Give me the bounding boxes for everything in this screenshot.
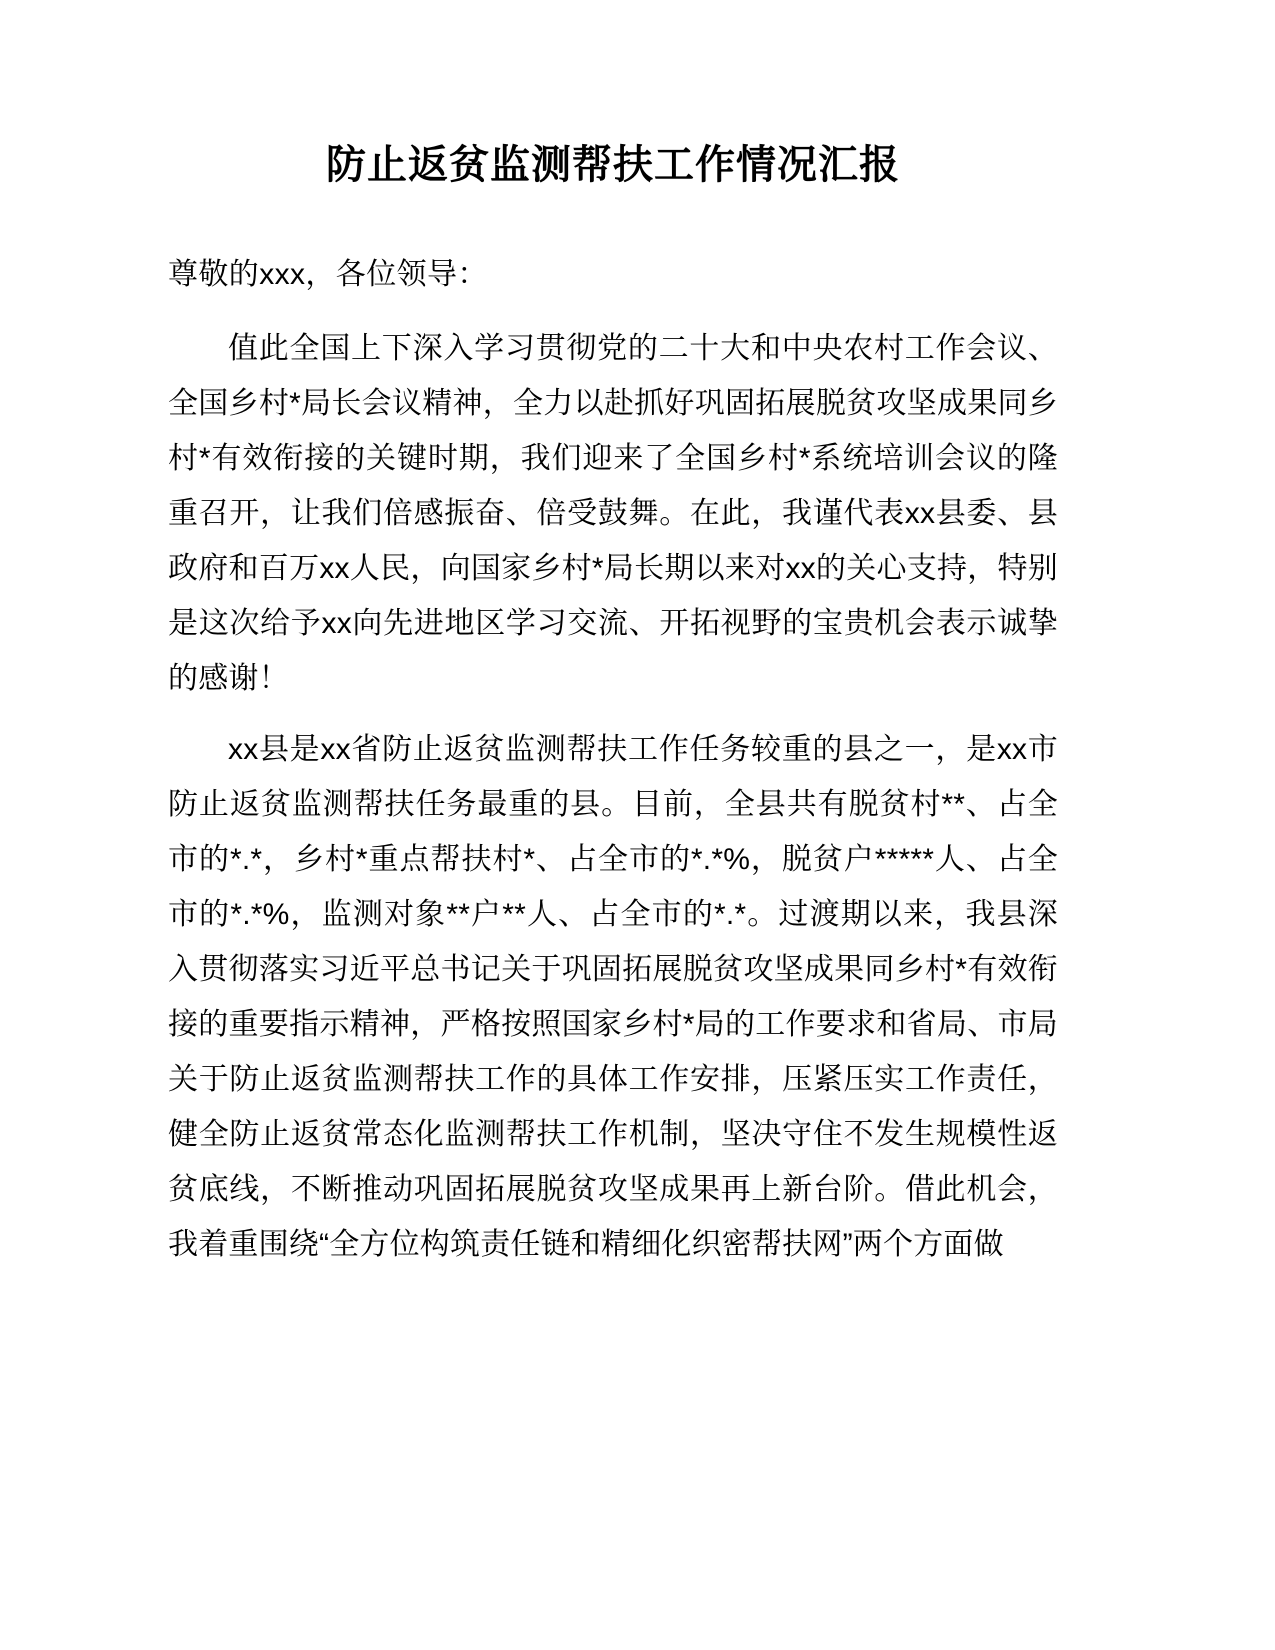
body-paragraph-2: xx县是xx省防止返贫监测帮扶工作任务较重的县之一，是xx市防止返贫监测帮扶任务最重的县。目前，全县共有脱贫村**、占全市的*.*，乡村*重点帮扶村*、占全市的*.*%，脱贫户*****人、占全市的*.*%，监测对象**户**人、占全市的*.*。过渡期以来，我县深入贯彻落实习近平总书记关于巩固拓展脱贫攻坚成果同乡村*有效衔接的重要指示精神，严格按照国家乡村*局的工作要求和省局、市局关于防止返贫监测帮扶工作的具体工作安排，压紧压实工作责任，健全防止返贫常态化监测帮扶工作机制，坚决守住不发生规模性返贫底线，不断推动巩固拓展脱贫攻坚成果再上新台阶。借此机会，我着重围绕“全方位构筑责任链和精细化织密帮扶网”两个方面做 xyxy=(168,732,1058,1261)
body-paragraph-1: 值此全国上下深入学习贯彻党的二十大和中央农村工作会议、全国乡村*局长会议精神，全力以赴抓好巩固拓展脱贫攻坚成果同乡村*有效衔接的关键时期，我们迎来了全国乡村*系统培训会议的隆重召开，让我们倍感振奋、倍受鼓舞。在此，我谨代表xx县委、县政府和百万xx人民，向国家乡村*局长期以来对xx的关心支持，特别是这次给予xx向先进地区学习交流、开拓视野的宝贵机会表示诚挚的感谢！ xyxy=(168,331,1058,695)
page-title: 防止返贫监测帮扶工作情况汇报 xyxy=(326,143,900,187)
document-content xyxy=(168,0,1058,1272)
salutation-line: 尊敬的xxx，各位领导： xyxy=(168,258,488,291)
